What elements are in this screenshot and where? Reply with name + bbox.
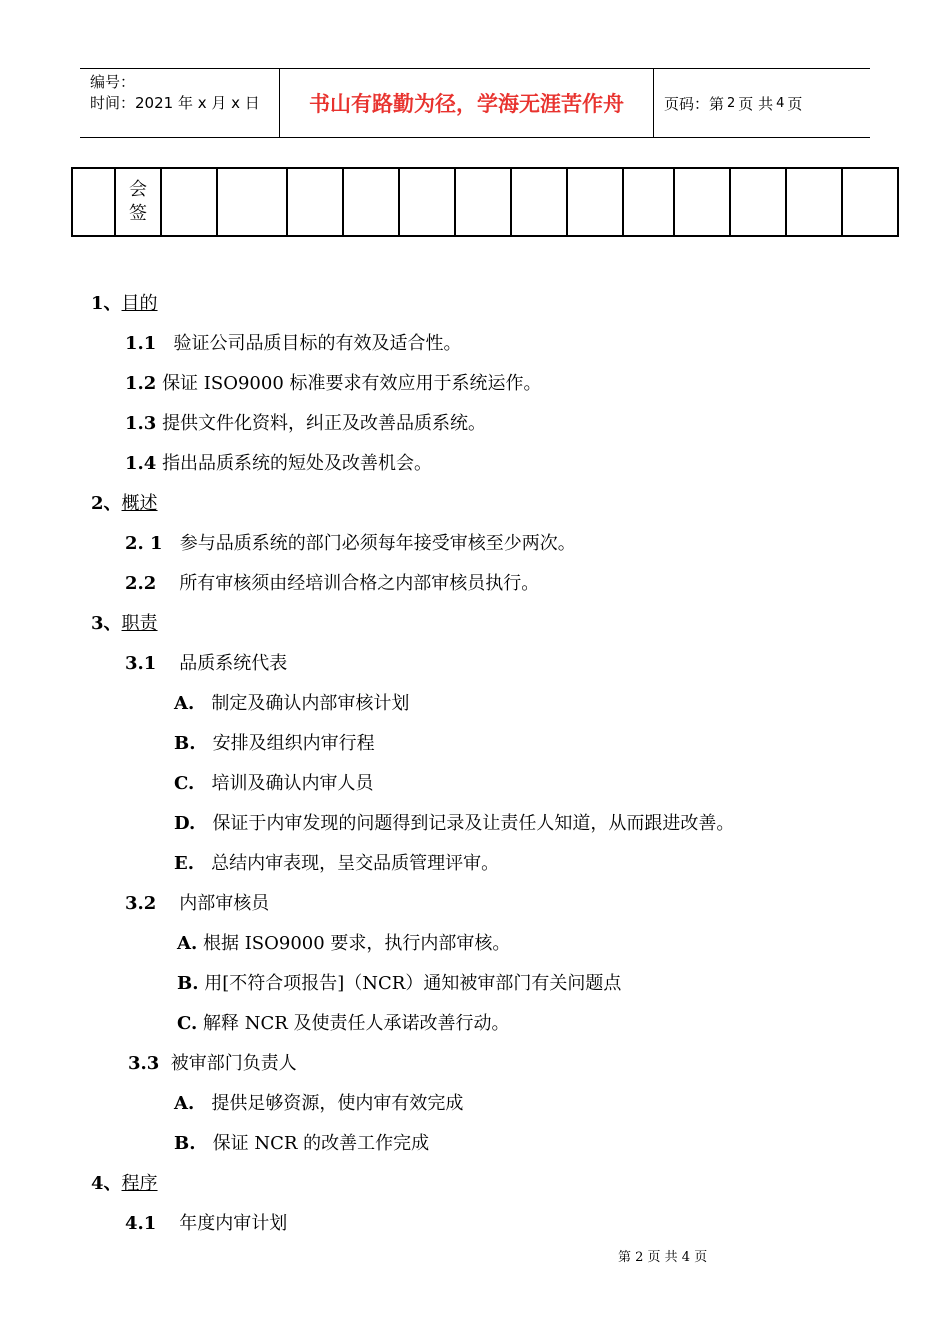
signature-cell[interactable]	[455, 168, 511, 236]
signature-cell[interactable]	[786, 168, 842, 236]
signature-cell[interactable]	[399, 168, 455, 236]
signature-cell[interactable]	[161, 168, 217, 236]
item-3-2: 3.2 内部审核员	[125, 893, 270, 914]
section-heading-1: 1、目的	[91, 293, 158, 314]
countersign-label: 会 签	[115, 168, 161, 236]
serial-label: 编号：	[90, 73, 136, 91]
item-3-3-b: B. 保证 NCR 的改善工作完成	[174, 1133, 430, 1154]
page-suffix: 页	[787, 94, 803, 113]
item-3-1-e: E. 总结内审表现，呈交品质管理评审。	[174, 853, 500, 874]
item-1-2: 1.2 保证 ISO9000 标准要求有效应用于系统运作。	[125, 373, 542, 394]
time-prefix: 时间：	[90, 94, 136, 112]
page-mid: 页 共	[738, 94, 774, 113]
item-3-1-a: A. 制定及确认内部审核计划	[174, 693, 410, 714]
signature-cell[interactable]	[674, 168, 730, 236]
item-3-2-b: B. 用[不符合项报告]（NCR）通知被审部门有关问题点	[177, 973, 622, 994]
item-3-1-c: C. 培训及确认内审人员	[174, 773, 374, 794]
header-page-number	[654, 69, 870, 137]
page-header	[80, 68, 870, 138]
time-suffix: 年 x 月 x 日	[177, 94, 260, 112]
item-3-3: 3.3 被审部门负责人	[128, 1053, 297, 1074]
signature-cell[interactable]	[567, 168, 623, 236]
item-3-1-b: B. 安排及组织内审行程	[174, 733, 375, 754]
item-3-1-d: D. 保证于内审发现的问题得到记录及让责任人知道，从而跟进改善。	[174, 813, 735, 834]
signature-cell[interactable]	[343, 168, 399, 236]
countersign-table	[71, 167, 899, 237]
signature-cell[interactable]	[511, 168, 567, 236]
item-1-3: 1.3 提供文件化资料，纠正及改善品质系统。	[125, 413, 487, 434]
page-footer: 第 2 页 共 4 页	[618, 1250, 708, 1265]
item-3-2-a: A. 根据 ISO9000 要求，执行内部审核。	[177, 933, 511, 954]
item-3-2-c: C. 解释 NCR 及使责任人承诺改善行动。	[177, 1013, 510, 1034]
signature-cell[interactable]	[842, 168, 898, 236]
page-current: 2	[727, 95, 736, 111]
time-line	[90, 93, 279, 114]
section-heading-2: 2、概述	[91, 493, 158, 514]
item-1-1: 1.1 验证公司品质目标的有效及适合性。	[125, 333, 462, 354]
item-3-3-a: A. 提供足够资源，使内审有效完成	[174, 1093, 464, 1114]
signature-cell[interactable]	[623, 168, 674, 236]
item-3-1: 3.1 品质系统代表	[125, 653, 288, 674]
header-motto: 书山有路勤为径，学海无涯苦作舟	[280, 69, 654, 137]
signature-cell[interactable]	[217, 168, 287, 236]
signature-cell[interactable]	[287, 168, 343, 236]
item-2-2: 2.2 所有审核须由经培训合格之内部审核员执行。	[125, 573, 540, 594]
table-cell	[72, 168, 115, 236]
section-heading-3: 3、职责	[91, 613, 158, 634]
section-heading-4: 4、程序	[91, 1173, 158, 1194]
time-year: 2021	[135, 94, 174, 112]
table-row	[72, 168, 898, 236]
signature-cell[interactable]	[730, 168, 786, 236]
item-4-1: 4.1 年度内审计划	[125, 1213, 288, 1234]
item-2-1: 2. 1 参与品质系统的部门必须每年接受审核至少两次。	[125, 533, 576, 554]
page-prefix: 页码：第	[664, 94, 725, 113]
header-meta	[80, 69, 280, 137]
page-total: 4	[776, 95, 785, 111]
item-1-4: 1.4 指出品质系统的短处及改善机会。	[125, 453, 433, 474]
